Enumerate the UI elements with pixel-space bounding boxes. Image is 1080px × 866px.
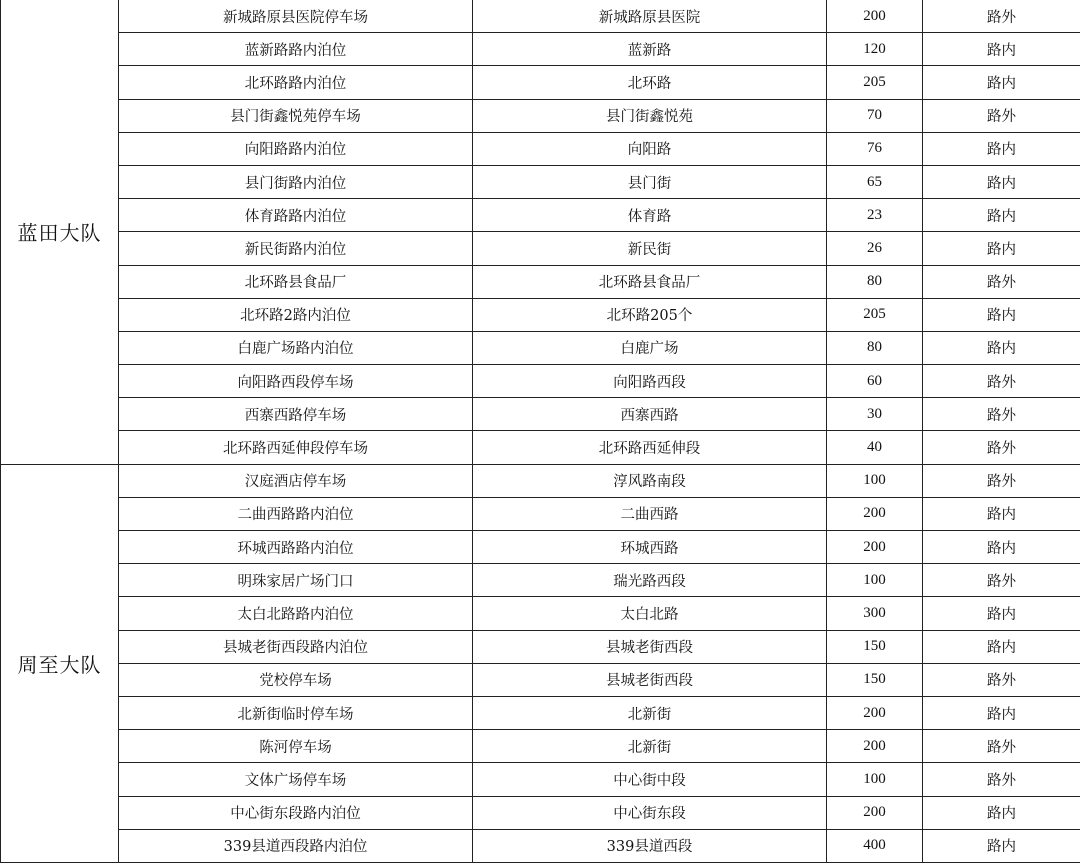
table-row [1, 398, 1080, 431]
parking-name-cell: 二曲西路路内泊位 [119, 497, 473, 530]
parking-name-cell: 北环路路内泊位 [119, 66, 473, 99]
parking-type-cell: 路外 [923, 431, 1080, 464]
table-row [1, 763, 1080, 796]
parking-name-cell: 汉庭酒店停车场 [119, 464, 473, 497]
space-count-cell: 200 [827, 730, 923, 763]
parking-type-cell: 路内 [923, 298, 1080, 331]
parking-name-cell: 环城西路路内泊位 [119, 531, 473, 564]
table-row [1, 696, 1080, 729]
parking-type-cell: 路外 [923, 398, 1080, 431]
location-cell: 北环路县食品厂 [473, 265, 827, 298]
parking-name-cell: 中心街东段路内泊位 [119, 796, 473, 829]
space-count-cell: 150 [827, 663, 923, 696]
space-count-cell: 65 [827, 165, 923, 198]
space-count-cell: 30 [827, 398, 923, 431]
parking-type-cell: 路内 [923, 696, 1080, 729]
location-cell: 中心街中段 [473, 763, 827, 796]
parking-name-cell: 蓝新路路内泊位 [119, 33, 473, 66]
table-row [1, 497, 1080, 530]
table-row [1, 464, 1080, 497]
table-row [1, 597, 1080, 630]
parking-name-cell: 白鹿广场路内泊位 [119, 331, 473, 364]
location-cell: 县门街 [473, 165, 827, 198]
space-count-cell: 200 [827, 497, 923, 530]
location-cell: 北环路 [473, 66, 827, 99]
parking-name-cell: 县门街路内泊位 [119, 165, 473, 198]
parking-name-cell: 党校停车场 [119, 663, 473, 696]
parking-name-cell: 向阳路路内泊位 [119, 132, 473, 165]
location-cell: 北环路205个 [473, 298, 827, 331]
space-count-cell: 60 [827, 365, 923, 398]
parking-type-cell: 路内 [923, 132, 1080, 165]
parking-name-cell: 体育路路内泊位 [119, 199, 473, 232]
parking-name-cell: 县城老街西段路内泊位 [119, 630, 473, 663]
location-cell: 339县道西段 [473, 829, 827, 862]
location-cell: 西寨西路 [473, 398, 827, 431]
parking-name-cell: 陈河停车场 [119, 730, 473, 763]
parking-name-cell: 文体广场停车场 [119, 763, 473, 796]
parking-name-cell: 新城路原县医院停车场 [119, 0, 473, 33]
location-cell: 县城老街西段 [473, 630, 827, 663]
parking-type-cell: 路内 [923, 66, 1080, 99]
table-row [1, 0, 1080, 33]
parking-type-cell: 路外 [923, 99, 1080, 132]
location-cell: 北新街 [473, 696, 827, 729]
table-row [1, 331, 1080, 364]
table-row [1, 232, 1080, 265]
space-count-cell: 205 [827, 66, 923, 99]
parking-name-cell: 北环路西延伸段停车场 [119, 431, 473, 464]
parking-type-cell: 路内 [923, 829, 1080, 862]
location-cell: 向阳路 [473, 132, 827, 165]
parking-type-cell: 路外 [923, 663, 1080, 696]
table-row [1, 99, 1080, 132]
location-cell: 蓝新路 [473, 33, 827, 66]
parking-type-cell: 路内 [923, 232, 1080, 265]
table-body [1, 0, 1080, 862]
table-row [1, 663, 1080, 696]
space-count-cell: 100 [827, 464, 923, 497]
location-cell: 太白北路 [473, 597, 827, 630]
table-row [1, 431, 1080, 464]
table-row [1, 630, 1080, 663]
parking-type-cell: 路外 [923, 564, 1080, 597]
parking-type-cell: 路内 [923, 331, 1080, 364]
parking-name-cell: 新民街路内泊位 [119, 232, 473, 265]
table-row [1, 365, 1080, 398]
parking-type-cell: 路外 [923, 763, 1080, 796]
table-row [1, 730, 1080, 763]
location-cell: 新城路原县医院 [473, 0, 827, 33]
parking-name-cell: 县门街鑫悦苑停车场 [119, 99, 473, 132]
location-cell: 县城老街西段 [473, 663, 827, 696]
table-row [1, 564, 1080, 597]
table-row [1, 33, 1080, 66]
parking-type-cell: 路内 [923, 165, 1080, 198]
location-cell: 中心街东段 [473, 796, 827, 829]
location-cell: 北环路西延伸段 [473, 431, 827, 464]
parking-type-cell: 路内 [923, 597, 1080, 630]
space-count-cell: 205 [827, 298, 923, 331]
parking-name-cell: 339县道西段路内泊位 [119, 829, 473, 862]
space-count-cell: 76 [827, 132, 923, 165]
space-count-cell: 150 [827, 630, 923, 663]
parking-name-cell: 太白北路路内泊位 [119, 597, 473, 630]
group-name-cell: 周至大队 [1, 464, 119, 862]
space-count-cell: 400 [827, 829, 923, 862]
space-count-cell: 200 [827, 696, 923, 729]
space-count-cell: 200 [827, 0, 923, 33]
parking-type-cell: 路外 [923, 265, 1080, 298]
table-row [1, 265, 1080, 298]
parking-type-cell: 路内 [923, 531, 1080, 564]
parking-type-cell: 路内 [923, 199, 1080, 232]
space-count-cell: 200 [827, 531, 923, 564]
space-count-cell: 200 [827, 796, 923, 829]
parking-name-cell: 向阳路西段停车场 [119, 365, 473, 398]
location-cell: 二曲西路 [473, 497, 827, 530]
location-cell: 淳风路南段 [473, 464, 827, 497]
parking-type-cell: 路内 [923, 497, 1080, 530]
space-count-cell: 120 [827, 33, 923, 66]
parking-type-cell: 路内 [923, 796, 1080, 829]
group-name-cell: 蓝田大队 [1, 0, 119, 464]
parking-type-cell: 路内 [923, 630, 1080, 663]
parking-name-cell: 北环路2路内泊位 [119, 298, 473, 331]
table-row [1, 298, 1080, 331]
parking-type-cell: 路外 [923, 464, 1080, 497]
table-row [1, 796, 1080, 829]
parking-name-cell: 北环路县食品厂 [119, 265, 473, 298]
parking-name-cell: 西寨西路停车场 [119, 398, 473, 431]
parking-type-cell: 路外 [923, 365, 1080, 398]
table-row [1, 66, 1080, 99]
location-cell: 环城西路 [473, 531, 827, 564]
space-count-cell: 70 [827, 99, 923, 132]
space-count-cell: 26 [827, 232, 923, 265]
parking-type-cell: 路外 [923, 0, 1080, 33]
space-count-cell: 40 [827, 431, 923, 464]
parking-type-cell: 路外 [923, 730, 1080, 763]
table-row [1, 829, 1080, 862]
space-count-cell: 100 [827, 763, 923, 796]
location-cell: 白鹿广场 [473, 331, 827, 364]
table-row [1, 132, 1080, 165]
space-count-cell: 300 [827, 597, 923, 630]
location-cell: 县门街鑫悦苑 [473, 99, 827, 132]
location-cell: 向阳路西段 [473, 365, 827, 398]
table-row [1, 531, 1080, 564]
location-cell: 北新街 [473, 730, 827, 763]
space-count-cell: 23 [827, 199, 923, 232]
space-count-cell: 100 [827, 564, 923, 597]
space-count-cell: 80 [827, 265, 923, 298]
parking-name-cell: 北新街临时停车场 [119, 696, 473, 729]
location-cell: 瑞光路西段 [473, 564, 827, 597]
location-cell: 体育路 [473, 199, 827, 232]
location-cell: 新民街 [473, 232, 827, 265]
parking-name-cell: 明珠家居广场门口 [119, 564, 473, 597]
table-row [1, 199, 1080, 232]
parking-type-cell: 路内 [923, 33, 1080, 66]
space-count-cell: 80 [827, 331, 923, 364]
table-row [1, 165, 1080, 198]
